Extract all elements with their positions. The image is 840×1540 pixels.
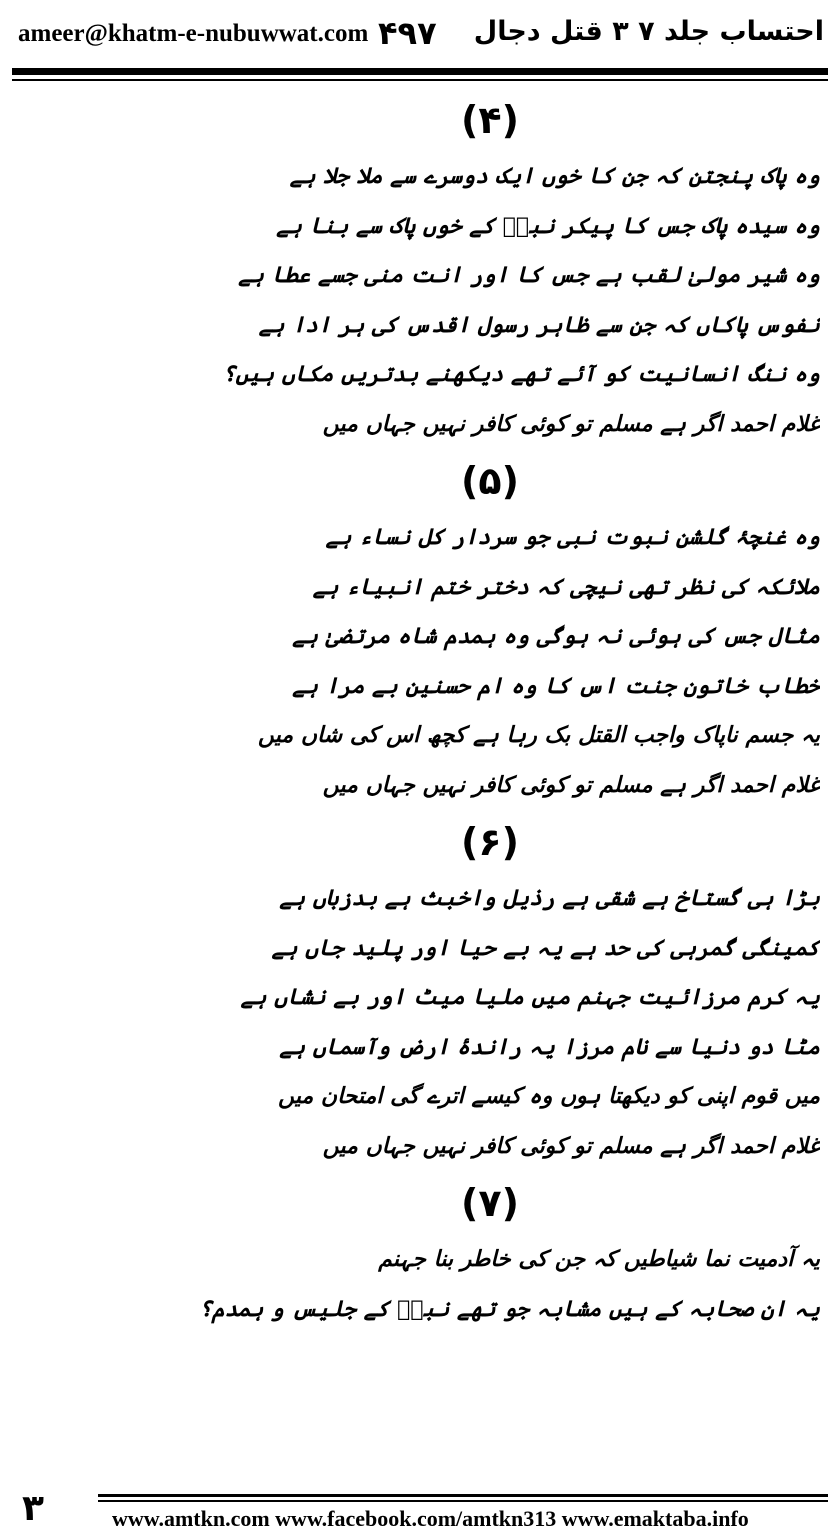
verse-line: یہ آدمیت نما شیاطیں کہ جن کی خاطر بنا جہنم [378, 1247, 820, 1272]
stanza-number: (۷) [461, 1181, 519, 1225]
header-email: ameer@khatm-e-nubuwwat.com [18, 20, 369, 47]
verse-line: نفوس پاکاں کہ جن سے ظاہر رسول اقدس کی ہر ادا ہے [258, 312, 820, 338]
verse-line: وہ سیدہ پاک جس کا پیکر نبیؐ کے خوں پاک سے بنا ہے [276, 213, 820, 239]
verse-line: یہ جسم ناپاک واجب القتل بک رہا ہے کچھ اس کی شاں میں [258, 723, 820, 748]
verse-line: بڑا ہی گستاخ ہے شقی ہے رذیل واخبث ہے بدزباں ہے [279, 886, 820, 911]
page-header [0, 0, 840, 70]
verse-line: مثال جس کی ہوئی نہ ہوگی وہ ہمدم شاہ مرتضیٰ ہے [292, 624, 820, 649]
page-footer [0, 1488, 840, 1540]
verse-line: مٹا دو دنیا سے نام مرزا یہ راندۂ ارض وآسماں ہے [279, 1034, 820, 1060]
verse-line: غلام احمد اگر ہے مسلم تو کوئی کافر نہیں جہاں میں [322, 772, 820, 798]
verse-line: غلام احمد اگر ہے مسلم تو کوئی کافر نہیں جہاں میں [322, 411, 820, 437]
verse-line: خطاب خاتون جنت اس کا وہ ام حسنین بے مرا ہے [292, 673, 820, 699]
page-number: ۴۹۷ [378, 14, 437, 52]
verse-line: کمینگی گمرہی کی حد ہے یہ بے حیا اور پلید جاں ہے [271, 935, 820, 961]
footer-rule-thick [98, 1494, 828, 1497]
stanza-number: (۵) [461, 459, 519, 503]
book-title: احتساب جلد ۷ ۳ قتل دجال [473, 16, 824, 47]
verse-line: غلام احمد اگر ہے مسلم تو کوئی کافر نہیں جہاں میں [322, 1133, 820, 1159]
stanza-number: (۴) [461, 98, 519, 142]
verse-line: یہ ان صحابہ کے ہیں مشابہ جو تھے نبیؐ کے جلیس و ہمدم؟ [198, 1296, 820, 1322]
verse-line: یہ کرم مرزائیت جہنم میں ملیا میٹ اور بے نشاں ہے [240, 985, 820, 1010]
footer-page-marker: ۳ [22, 1488, 44, 1529]
verse-line: ملائکہ کی نظر تھی نیچی کہ دختر ختم انبیاء ہے [312, 574, 820, 600]
header-rule-thin [12, 79, 828, 81]
verse-line: وہ ننگ انسانیت کو آئے تھے دیکھنے بدتریں مکاں ہیں؟ [222, 362, 820, 387]
verse-line: وہ پاک پنجتن کہ جن کا خوں ایک دوسرے سے ملا جلا ہے [289, 164, 820, 189]
header-rule-thick [12, 68, 828, 75]
poem-body [160, 88, 820, 1334]
stanza-number: (۶) [461, 820, 519, 864]
footer-rule-thin [98, 1500, 828, 1502]
verse-line: میں قوم اپنی کو دیکھتا ہوں وہ کیسے اترے گی امتحان میں [278, 1084, 820, 1109]
verse-line: وہ شیر مولیٰ لقب ہے جس کا اور انت منی جسے عطا ہے [238, 263, 820, 288]
footer-urls: www.amtkn.com www.facebook.com/amtkn313 www.emaktaba.info [112, 1506, 749, 1531]
verse-line: وہ غنچۂ گلشن نبوت نبی جو سردار کل نساء ہے [325, 525, 820, 550]
